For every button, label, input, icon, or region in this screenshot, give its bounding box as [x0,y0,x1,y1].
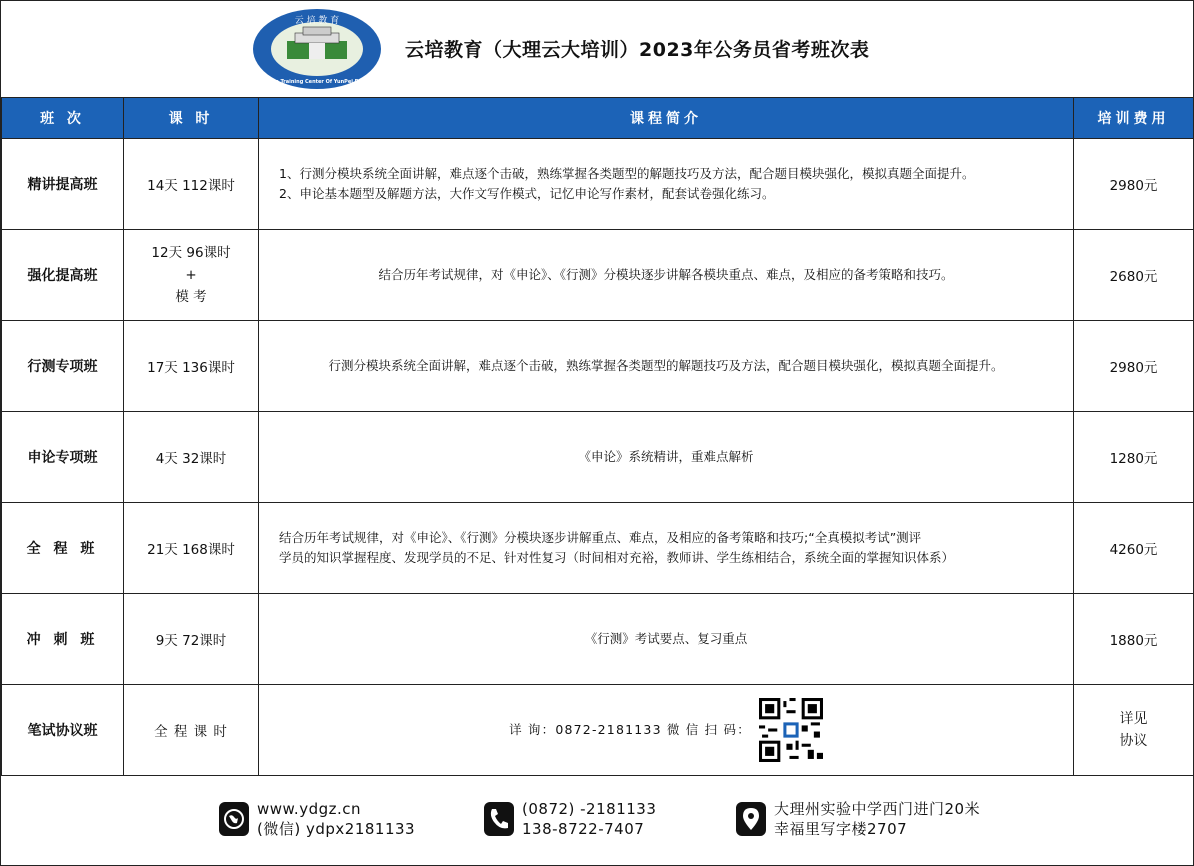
logo-bottom-text: The Training Center Of YunPei Dali [268,79,366,85]
yunpei-logo [251,7,383,91]
class-description [259,685,1074,776]
class-name: 冲 刺 班 [2,594,124,685]
address-line: 幸福里写字楼2707 [774,820,908,838]
class-description: 行测分模块系统全面讲解，难点逐个击破，熟练掌握各类题型的解题技巧及方法，配合题目模块强化，模拟真题全面提升。 [259,321,1074,412]
table-row [2,230,1194,321]
footer-phone [484,799,656,839]
fee-line: 协议 [1119,733,1148,749]
class-name: 强化提高班 [2,230,124,321]
phone-icon [484,802,514,836]
header-description: 课程简介 [259,98,1074,139]
footer [1,773,1193,865]
class-hours: 17天 136课时 [124,321,259,412]
landline-number[interactable]: (0872) -2181133 [522,800,657,818]
class-fee: 1280元 [1074,412,1194,503]
description-line: 2、申论基本题型及解题方法，大作文写作模式，记忆申论写作素材，配套试卷强化练习。 [279,186,775,201]
class-description: 《申论》系统精讲，重难点解析 [259,412,1074,503]
hours-line: 12天 96课时 [151,245,231,261]
class-description: 结合历年考试规律，对《申论》、《行测》分模块逐步讲解各模块重点、难点，及相应的备考策略和技巧。 [259,230,1074,321]
description-line: 结合历年考试规律，对《申论》、《行测》分模块逐步讲解重点、难点，及相应的备考策略和技巧;“全真模拟考试”测评 [279,530,922,545]
hours-line: 模 考 [175,289,207,305]
class-hours [124,230,259,321]
footer-address [736,799,980,839]
class-name: 行测专项班 [2,321,124,412]
class-description [259,503,1074,594]
address-line: 大理州实验中学西门进门20米 [774,800,981,818]
wechat-id: (微信) ydpx2181133 [257,820,416,838]
description-line: 学员的知识掌握程度、发现学员的不足、针对性复习（时间相对充裕，教师讲、学生练相结合，系统全面的掌握知识体系） [279,550,955,565]
header-fee: 培训费用 [1074,98,1194,139]
location-pin-icon [736,802,766,836]
header [1,1,1193,98]
class-hours: 全 程 课 时 [124,685,259,776]
qr-code-icon[interactable] [759,698,823,762]
class-description: 《行测》考试要点、复习重点 [259,594,1074,685]
class-fee: 2980元 [1074,321,1194,412]
logo-top-text: 云 培 教 育 [294,16,340,26]
class-hours: 4天 32课时 [124,412,259,503]
class-fee: 4260元 [1074,503,1194,594]
header-hours: 课 时 [124,98,259,139]
table-row [2,685,1194,776]
contact-line [259,698,1073,762]
website-url[interactable]: www.ydgz.cn [257,800,362,818]
description-line: 1、行测分模块系统全面讲解，难点逐个击破，熟练掌握各类题型的解题技巧及方法，配合题目模块强化，模拟真题全面提升。 [279,166,975,181]
footer-website [219,799,415,839]
class-hours: 9天 72课时 [124,594,259,685]
class-fee [1074,685,1194,776]
class-name: 笔试协议班 [2,685,124,776]
class-hours: 14天 112课时 [124,139,259,230]
table-row [2,412,1194,503]
page-title: 云培教育（大理云大培训）2023年公务员省考班次表 [405,39,870,61]
class-description [259,139,1074,230]
globe-icon [219,802,249,836]
mobile-number[interactable]: 138-8722-7407 [522,820,645,838]
hours-line: + [185,267,197,283]
class-fee: 2680元 [1074,230,1194,321]
class-name: 精讲提高班 [2,139,124,230]
class-fee: 2980元 [1074,139,1194,230]
table-header-row [2,98,1194,139]
fee-line: 详见 [1119,711,1148,727]
class-fee: 1880元 [1074,594,1194,685]
contact-text: 详 询：0872-2181133 微 信 扫 码： [509,722,751,737]
class-name: 申论专项班 [2,412,124,503]
class-hours: 21天 168课时 [124,503,259,594]
header-class: 班 次 [2,98,124,139]
class-schedule-table [1,97,1194,776]
class-name: 全 程 班 [2,503,124,594]
table-row [2,321,1194,412]
table-row [2,503,1194,594]
table-row [2,594,1194,685]
table-row [2,139,1194,230]
